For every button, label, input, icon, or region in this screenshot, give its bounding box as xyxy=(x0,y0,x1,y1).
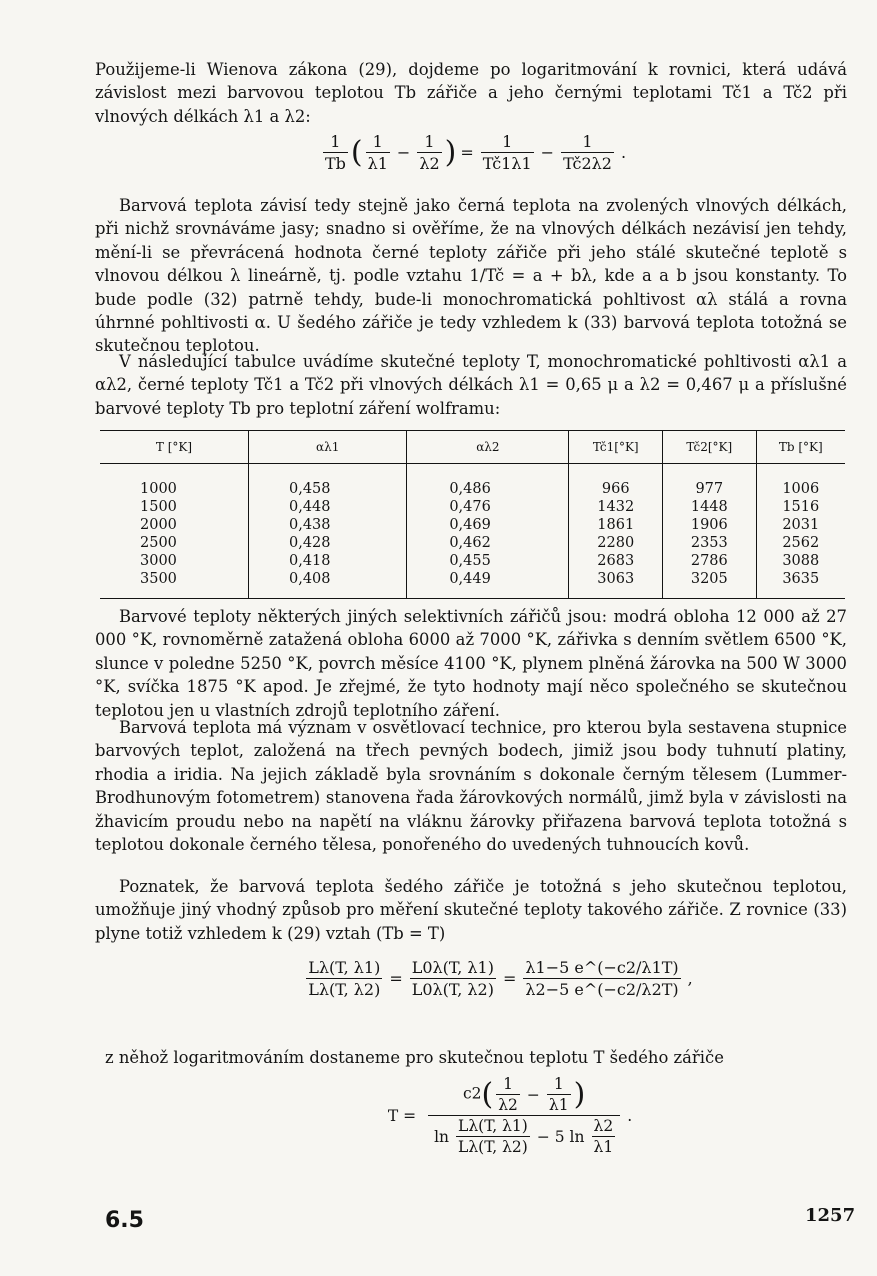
column-T: 1000 1500 2000 2500 3000 3500 xyxy=(100,464,249,599)
equation-true-temperature: T = c2( $\frac{1}{\lambda 2}$ − $\frac{1}{\lambda 1}$ ) ln $\frac{L\lambda(T, \lambda 1)}{L\lambda(T, \lambda 2)}$ − 5 ln $\frac{\lambda 2}{\lambda 1}$ . xyxy=(387,1075,633,1156)
header-alpha2: αλ2 xyxy=(407,431,569,464)
equation-color-temperature: $\frac{1}{Tb}$ ( $\frac{1}{\lambda 1}$ − $\frac{1}{\lambda 2}$ ) = $\frac{1}{Tč1\lambda 1}$ − $\frac{1}{Tč2\lambda 2}$ . xyxy=(324,132,627,173)
column-alpha1: 0,458 0,448 0,438 0,428 0,418 0,408 xyxy=(249,464,407,599)
paragraph-grey-radiator: Poznatek, že barvová teplota šedého zářiče je totožná s jeho skutečnou teplotou, umožňuje jiný vhodný způsob pro měření skutečné teploty takového zářiče. Z rovnice (33) plyne totiž vzhledem k (29) vztah (Tb = T) xyxy=(95,877,847,943)
table-body-row xyxy=(100,464,845,599)
header-T: T [°K] xyxy=(100,431,249,464)
paragraph-logarithm: z něhož logaritmováním dostaneme pro skutečnou teplotu T šedého zářiče xyxy=(105,1048,724,1067)
paragraph-color-temp-dependence: Barvová teplota závisí tedy stejně jako černá teplota na zvolených vlnových délkách, při nichž srovnáváme jasy; snadno si ověříme, že na vlnových délkách nezávisí jen tehdy, mění-li se převrácená hodnota černé teploty zářiče při jeho stálé skutečné teplotě s vlnovou délkou λ lineárně, tj. podle vztahu 1/Tč = a + bλ, kde a a b jsou konstanty. To bude podle (32) patrně tehdy, bude-li monochromatická pohltivost αλ stálá a rovna úhrnné pohltivosti α. U šedého zářiče je tedy vzhledem k (33) barvová teplota totožná se skutečnou teplotou. xyxy=(95,196,847,356)
paragraph-table-intro: V následující tabulce uvádíme skutečné teploty T, monochromatické pohltivosti αλ1 a αλ2, černé teploty Tč1 a Tč2 při vlnových délkách λ1 = 0,65 μ a λ2 = 0,467 μ a příslušné barvové teploty Tb pro teplotní záření wolframu: xyxy=(95,352,847,418)
equation-radiance-ratio: $\frac{L\lambda(T, \lambda 1)}{L\lambda(T, \lambda 2)}$ = $\frac{L0\lambda(T, \lambda 1)}{L0\lambda(T, \lambda 2)}$ = $\frac{\lambda 1-5 e\^{}(-c2/\lambda 1T)}{\lambda 2-5 e\^{}(-c2/\lambda 2T)}$ , xyxy=(308,958,693,999)
section-number: 6.5 xyxy=(105,1208,144,1233)
page-number: 1257 xyxy=(805,1205,856,1226)
header-tb: Tb [°K] xyxy=(756,431,845,464)
column-tc1: 966 1432 1861 2280 2683 3063 xyxy=(569,464,663,599)
table-header-row xyxy=(100,431,845,464)
column-alpha2: 0,486 0,476 0,469 0,462 0,455 0,449 xyxy=(407,464,569,599)
header-alpha1: αλ1 xyxy=(249,431,407,464)
header-tc2: Tč2[°K] xyxy=(663,431,757,464)
paragraph-wien: Použijeme-li Wienova zákona (29), dojdeme po logaritmování k rovnici, která udává závislost mezi barvovou teplotou Tb zářiče a jeho černými teplotami Tč1 a Tč2 při vlnových délkách λ1 a λ2: xyxy=(95,60,847,126)
header-tc1: Tč1[°K] xyxy=(569,431,663,464)
paragraph-selective-radiators: Barvové teploty některých jiných selektivních zářičů jsou: modrá obloha 12 000 až 27 000 °K, rovnoměrně zatažená obloha 6000 až 7000 °K, zářivka s denním světlem 6500 °K, slunce v poledne 5250 °K, povrch měsíce 4100 °K, plynem plněná žárovka na 500 W 3000 °K, svíčka 1875 °K apod. Je zřejmé, že tyto hodnoty mají něco společného se skutečnou teplotou jen u vlastních zdrojů teplotního záření. xyxy=(95,607,847,720)
tungsten-temperature-table xyxy=(100,430,845,599)
paragraph-lighting-technique: Barvová teplota má význam v osvětlovací technice, pro kterou byla sestavena stupnice barvových teplot, založená na třech pevných bodech, jimiž jsou body tuhnutí platiny, rhodia a iridia. Na jejich základě byla srovnáním s dokonale černým tělesem (Lummer-Brodhunovým fotometrem) stanovena řada žárovkových normálů, jimž byla v závislosti na žhavicím proudu nebo na napětí na vláknu žárovky přiřazena barvová teplota totožná s teplotou dokonale černého tělesa, ponořeného do uvedených tuhnoucích kovů. xyxy=(95,718,847,855)
column-tb: 1006 1516 2031 2562 3088 3635 xyxy=(782,481,820,587)
column-tc2: 977 1448 1906 2353 2786 3205 xyxy=(663,464,757,599)
